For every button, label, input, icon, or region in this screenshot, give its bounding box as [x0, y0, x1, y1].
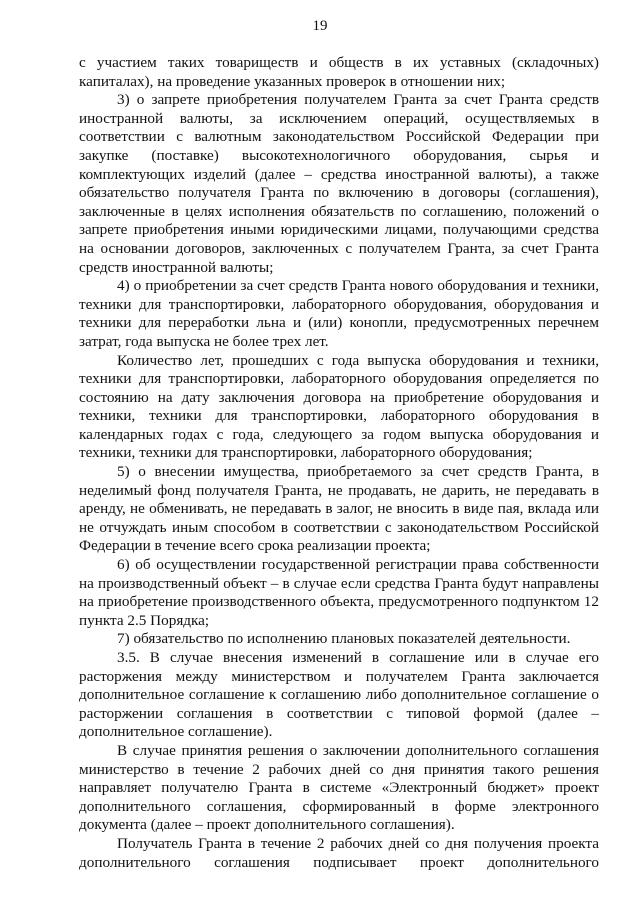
paragraph-grant-recipient-signing: Получатель Гранта в течение 2 рабочих дней со дня получения проекта дополнительного соглашения подписывает проект дополнительного [79, 834, 599, 871]
document-body [79, 54, 599, 872]
paragraph-continuation: с участием таких товариществ и обществ в их уставных (складочных) капиталах), на проведение указанных проверок в отношении них; [79, 54, 599, 90]
paragraph-years-count: Количество лет, прошедших с года выпуска оборудования и техники, техники для транспортировки, лабораторного оборудования определяется по состоянию на дату заключения договора на приобретение оборудования и техники, техники для транспортировки, лабораторного оборудования в календарных годах с года, следующего за годом выпуска оборудования и техники, техники для транспортировки, лабораторного оборудования; [79, 351, 599, 462]
paragraph-section-3-5: 3.5. В случае внесения изменений в соглашение или в случае его расторжения между министерством и получателем Гранта заключается дополнительное соглашение к соглашению либо дополнительное соглашение о расторжении соглашения в соответствии с типовой формой (далее – дополнительное соглашение). [79, 649, 599, 741]
page-number: 19 [312, 18, 328, 34]
paragraph-item-4: 4) о приобретении за счет средств Гранта нового оборудования и техники, техники для транспортировки, лабораторного оборудования, оборудования и техники для переработки льна и (или) конопли, предусмотренных перечнем затрат, года выпуска не более трех лет. [79, 277, 599, 350]
paragraph-item-7: 7) обязательство по исполнению плановых показателей деятельности. [117, 630, 571, 648]
paragraph-additional-agreement-decision: В случае принятия решения о заключении дополнительного соглашения министерство в течение 2 рабочих дней со дня принятия такого решения направляет получателю Гранта в системе «Электронный бюджет» проект дополнительного соглашения, сформированный в форме электронного документа (далее – проект дополнительного соглашения). [79, 741, 599, 834]
paragraph-item-5: 5) о внесении имущества, приобретаемого за счет средств Гранта, в неделимый фонд получателя Гранта, не продавать, не дарить, не передавать в аренду, не обменивать, не передавать в залог, не вносить в виде пая, вклада или не отчуждать иным способом в соответствии с законодательством Российской Федерации в течение всего срока реализации проекта; [79, 463, 599, 555]
paragraph-item-6: 6) об осуществлении государственной регистрации права собственности на производственный объект – в случае если средства Гранта будут направлены на приобретение производственного объекта, предусмотренного подпунктом 12 пункта 2.5 Порядка; [79, 556, 599, 629]
paragraph-item-3: 3) о запрете приобретения получателем Гранта за счет Гранта средств иностранной валюты, за исключением операций, осуществляемых в соответствии с валютным законодательством Российской Федерации при закупке (поставке) высокотехнологичного оборудования, сырья и комплектующих изделий (далее – средства иностранной валюты), а также обязательство получателя Гранта по включению в договоры (соглашения), заключенные в целях исполнения обязательств по соглашению, положений о запрете приобретения иными юридическими лицами, получающими средства на основании договоров, заключенных с получателем Гранта, за счет Гранта средств иностранной валюты; [79, 91, 599, 276]
